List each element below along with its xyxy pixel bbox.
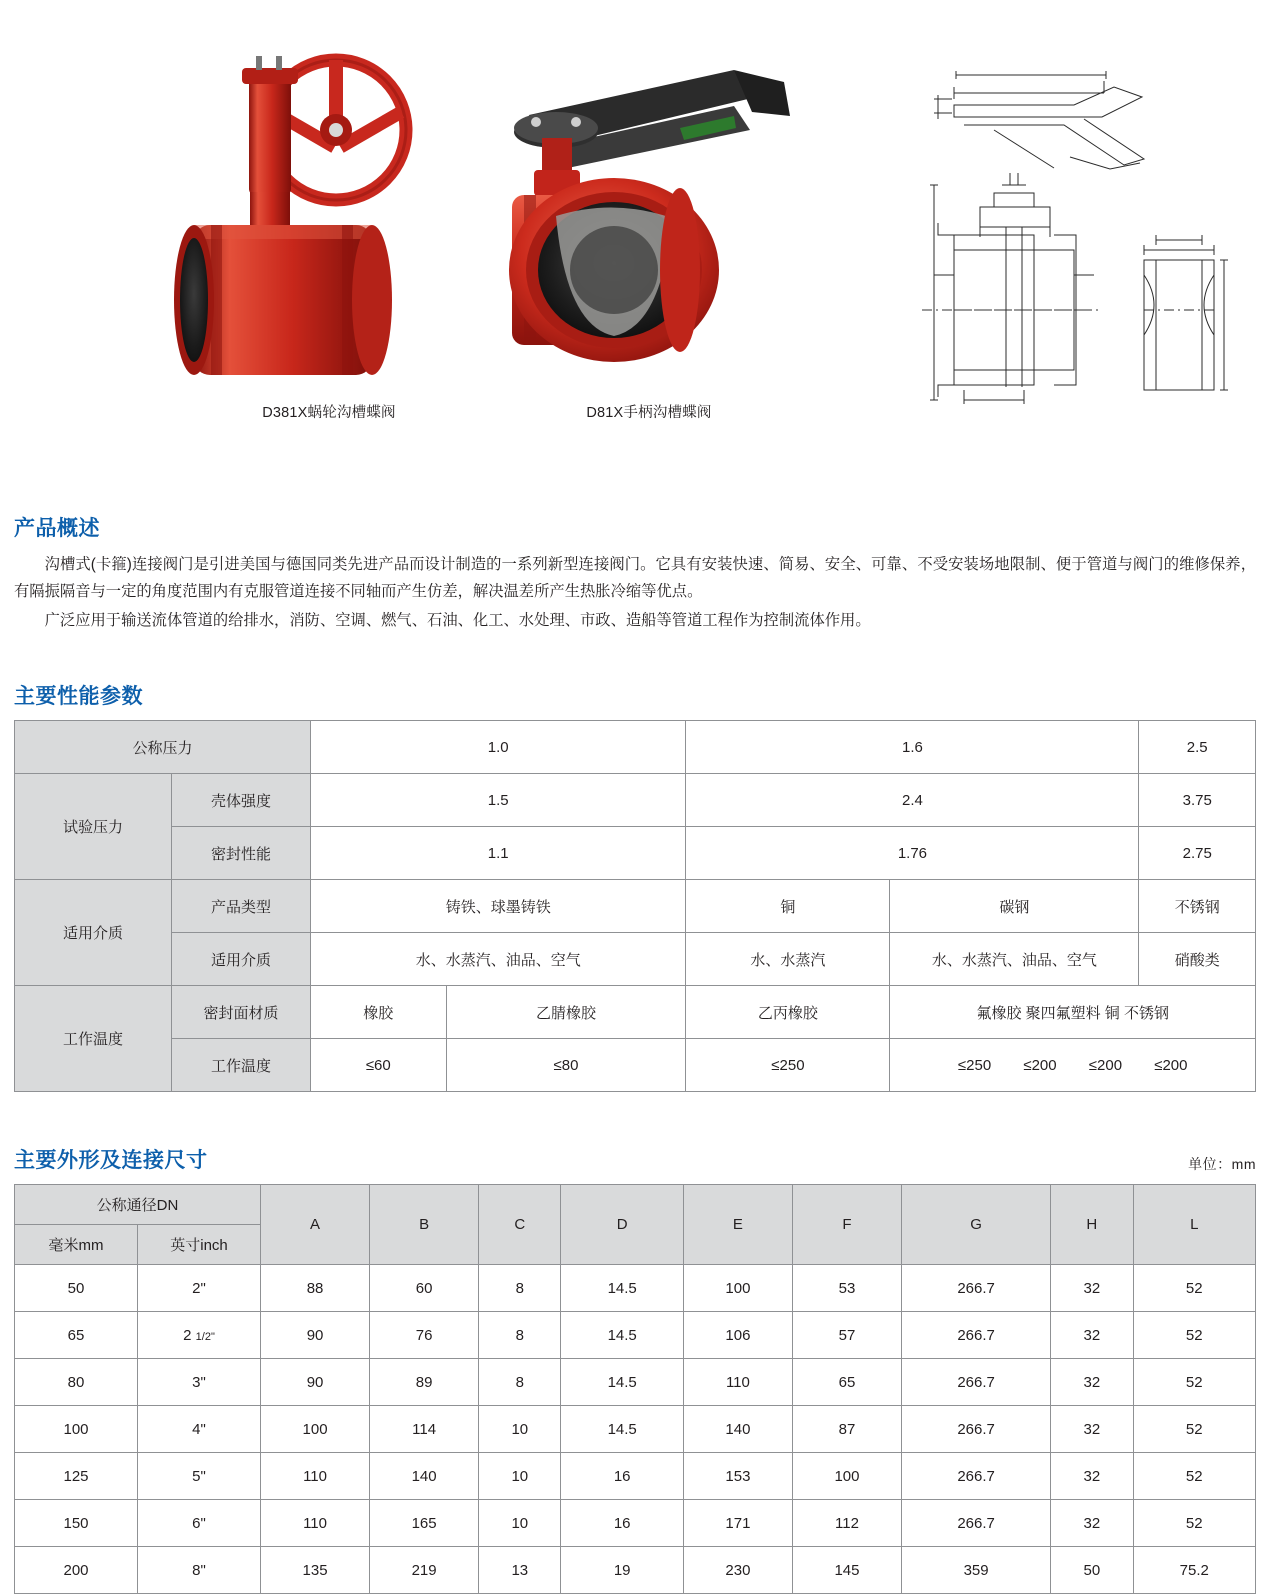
dn-inch: 5": [138, 1453, 261, 1500]
working-temp-multi-4: ≤200: [1154, 1056, 1188, 1074]
nominal-pressure-value-1: 1.0: [311, 721, 686, 774]
col-header-h: H: [1051, 1185, 1133, 1265]
val-h: 32: [1051, 1500, 1133, 1547]
val-d: 16: [561, 1500, 683, 1547]
val-l: 52: [1133, 1406, 1255, 1453]
figure-caption: D81X手柄沟槽蝶阀: [586, 405, 712, 421]
val-f: 112: [792, 1500, 901, 1547]
dimensions-title: 主要外形及连接尺寸: [14, 1149, 208, 1173]
medium-value-1: 水、水蒸汽、油品、空气: [311, 933, 686, 986]
medium-value-3: 水、水蒸汽、油品、空气: [890, 933, 1139, 986]
val-g: 266.7: [902, 1500, 1051, 1547]
table-row: [15, 827, 1256, 880]
dn-inch: 6": [138, 1500, 261, 1547]
dn-mm: 150: [15, 1500, 138, 1547]
col-header-g: G: [902, 1185, 1051, 1265]
shell-strength-value-1: 1.5: [311, 774, 686, 827]
val-a: 110: [261, 1453, 370, 1500]
inch-label: 英寸inch: [138, 1225, 261, 1265]
nominal-pressure-value-3: 2.5: [1139, 721, 1256, 774]
val-a: 90: [261, 1312, 370, 1359]
product-image-row: [14, 0, 1256, 470]
val-h: 32: [1051, 1312, 1133, 1359]
val-e: 140: [683, 1406, 792, 1453]
val-b: 165: [370, 1500, 479, 1547]
working-temp-multi: [890, 1039, 1256, 1092]
val-b: 140: [370, 1453, 479, 1500]
worm-gear-valve-svg: [164, 20, 494, 395]
working-temp-multi-1: ≤250: [957, 1056, 992, 1074]
val-e: 171: [683, 1500, 792, 1547]
table-row: [15, 1453, 1256, 1500]
val-f: 65: [792, 1359, 901, 1406]
product-type-value-3: 碳钢: [890, 880, 1139, 933]
val-h: 32: [1051, 1406, 1133, 1453]
val-a: 110: [261, 1500, 370, 1547]
val-g: 266.7: [902, 1406, 1051, 1453]
handle-valve-svg: [484, 20, 814, 395]
val-d: 19: [561, 1547, 683, 1594]
val-b: 219: [370, 1547, 479, 1594]
col-header-e: E: [683, 1185, 792, 1265]
shell-strength-label: 壳体强度: [172, 774, 311, 827]
table-row: [15, 933, 1256, 986]
val-c: 10: [479, 1406, 561, 1453]
valve-body: [174, 225, 392, 375]
val-f: 145: [792, 1547, 901, 1594]
val-l: 52: [1133, 1500, 1255, 1547]
seal-material-value-3: 乙丙橡胶: [686, 986, 890, 1039]
working-temp-multi-3: ≤200: [1088, 1056, 1123, 1074]
dn-mm: 65: [15, 1312, 138, 1359]
val-b: 60: [370, 1265, 479, 1312]
medium-value-4: 硝酸类: [1139, 933, 1256, 986]
val-l: 52: [1133, 1312, 1255, 1359]
val-c: 8: [479, 1359, 561, 1406]
val-b: 114: [370, 1406, 479, 1453]
dn-label: 公称通径DN: [15, 1185, 261, 1225]
val-f: 100: [792, 1453, 901, 1500]
val-h: 32: [1051, 1453, 1133, 1500]
dn-inch: 2 1/2": [138, 1312, 261, 1359]
col-header-l: L: [1133, 1185, 1255, 1265]
performance-parameters-section: [14, 680, 1256, 1092]
mm-label: 毫米mm: [15, 1225, 138, 1265]
figure-handle-valve: [484, 20, 814, 422]
table-row: [15, 880, 1256, 933]
table-row: [15, 721, 1256, 774]
col-header-d: D: [561, 1185, 683, 1265]
val-f: 57: [792, 1312, 901, 1359]
seal-material-value-4: 氟橡胶 聚四氟塑料 铜 不锈钢: [890, 986, 1256, 1039]
val-e: 100: [683, 1265, 792, 1312]
val-e: 110: [683, 1359, 792, 1406]
table-row: [15, 1039, 1256, 1092]
val-a: 88: [261, 1265, 370, 1312]
table-row: [15, 1547, 1256, 1594]
table-row: [15, 1500, 1256, 1547]
val-c: 8: [479, 1312, 561, 1359]
val-g: 266.7: [902, 1359, 1051, 1406]
nominal-pressure-label: 公称压力: [15, 721, 311, 774]
val-a: 100: [261, 1406, 370, 1453]
val-c: 13: [479, 1547, 561, 1594]
working-temp-value-3: ≤250: [686, 1039, 890, 1092]
dn-inch: 4": [138, 1406, 261, 1453]
val-h: 32: [1051, 1265, 1133, 1312]
product-type-value-2: 铜: [686, 880, 890, 933]
working-temp-row-label: 工作温度: [172, 1039, 311, 1092]
params-title: 主要性能参数: [14, 685, 143, 709]
dn-inch: 2": [138, 1265, 261, 1312]
val-b: 76: [370, 1312, 479, 1359]
seal-material-value-1: 橡胶: [311, 986, 447, 1039]
val-l: 52: [1133, 1265, 1255, 1312]
medium-row-label: 适用介质: [172, 933, 311, 986]
val-d: 16: [561, 1453, 683, 1500]
handle-valve-illustration: [484, 20, 814, 395]
applicable-medium-label: 适用介质: [15, 880, 172, 986]
seal-material-label: 密封面材质: [172, 986, 311, 1039]
seal-performance-label: 密封性能: [172, 827, 311, 880]
product-type-value-4: 不锈钢: [1139, 880, 1256, 933]
val-c: 8: [479, 1265, 561, 1312]
gearbox: [242, 56, 298, 230]
seal-performance-value-1: 1.1: [311, 827, 686, 880]
table-row: [15, 1406, 1256, 1453]
shell-strength-value-2: 2.4: [686, 774, 1139, 827]
col-header-b: B: [370, 1185, 479, 1265]
table-row: [15, 1312, 1256, 1359]
seal-material-value-2: 乙腈橡胶: [446, 986, 686, 1039]
val-d: 14.5: [561, 1359, 683, 1406]
val-h: 50: [1051, 1547, 1133, 1594]
dn-mm: 100: [15, 1406, 138, 1453]
table-row: [15, 986, 1256, 1039]
val-g: 266.7: [902, 1265, 1051, 1312]
col-header-a: A: [261, 1185, 370, 1265]
shell-strength-value-3: 3.75: [1139, 774, 1256, 827]
table-row: [15, 1265, 1256, 1312]
val-g: 266.7: [902, 1312, 1051, 1359]
val-c: 10: [479, 1500, 561, 1547]
val-e: 153: [683, 1453, 792, 1500]
val-c: 10: [479, 1453, 561, 1500]
medium-value-2: 水、水蒸汽: [686, 933, 890, 986]
col-header-c: C: [479, 1185, 561, 1265]
dimensions-unit-note: 单位：mm: [1188, 1156, 1256, 1173]
dimensions-section: [14, 1144, 1256, 1594]
technical-drawing-svg: [894, 35, 1264, 410]
val-e: 230: [683, 1547, 792, 1594]
val-l: 75.2: [1133, 1547, 1255, 1594]
table-header-row: [15, 1185, 1256, 1225]
figure-caption: D381X蜗轮沟槽蝶阀: [262, 405, 396, 421]
val-d: 14.5: [561, 1265, 683, 1312]
worm-gear-valve-illustration: [164, 20, 494, 395]
col-header-f: F: [792, 1185, 901, 1265]
figure-technical-drawing: [894, 35, 1264, 415]
product-type-value-1: 铸铁、球墨铸铁: [311, 880, 686, 933]
val-f: 53: [792, 1265, 901, 1312]
val-d: 14.5: [561, 1312, 683, 1359]
dn-inch: 8": [138, 1547, 261, 1594]
working-temp-value-2: ≤80: [446, 1039, 686, 1092]
dn-mm: 50: [15, 1265, 138, 1312]
dimensions-title-row: [14, 1144, 1256, 1174]
performance-parameters-table: [14, 720, 1256, 1092]
figure-worm-gear-valve: [164, 20, 494, 422]
val-d: 14.5: [561, 1406, 683, 1453]
working-temperature-label: 工作温度: [15, 986, 172, 1092]
val-h: 32: [1051, 1359, 1133, 1406]
dimensions-table-body: [15, 1265, 1256, 1594]
product-type-label: 产品类型: [172, 880, 311, 933]
test-pressure-label: 试验压力: [15, 774, 172, 880]
val-g: 359: [902, 1547, 1051, 1594]
val-l: 52: [1133, 1453, 1255, 1500]
dn-mm: 200: [15, 1547, 138, 1594]
val-f: 87: [792, 1406, 901, 1453]
product-overview-section: [14, 512, 1256, 634]
val-e: 106: [683, 1312, 792, 1359]
nominal-pressure-value-2: 1.6: [686, 721, 1139, 774]
val-l: 52: [1133, 1359, 1255, 1406]
dn-inch: 3": [138, 1359, 261, 1406]
seal-performance-value-3: 2.75: [1139, 827, 1256, 880]
val-b: 89: [370, 1359, 479, 1406]
val-a: 135: [261, 1547, 370, 1594]
working-temp-multi-2: ≤200: [1023, 1056, 1057, 1074]
overview-paragraph-2: 广泛应用于输送流体管道的给排水，消防、空调、燃气、石油、化工、水处理、市政、造船等管道工程作为控制流体作用。: [44, 611, 871, 629]
working-temp-value-1: ≤60: [311, 1039, 447, 1092]
overview-title: 产品概述: [14, 517, 100, 540]
table-row: [15, 774, 1256, 827]
dimensions-table: [14, 1184, 1256, 1594]
dn-mm: 125: [15, 1453, 138, 1500]
val-a: 90: [261, 1359, 370, 1406]
overview-paragraph-1: 沟槽式(卡箍)连接阀门是引进美国与德国同类先进产品而设计制造的一系列新型连接阀门。它具有安装快速、简易、安全、可靠、不受安装场地限制、便于管道与阀门的维修保养，有隔振隔音与一定的角度范围内有克服管道连接不同轴而产生仿差，解决温差所产生热胀冷缩等优点。: [14, 556, 1256, 600]
dn-mm: 80: [15, 1359, 138, 1406]
val-g: 266.7: [902, 1453, 1051, 1500]
seal-performance-value-2: 1.76: [686, 827, 1139, 880]
table-row: [15, 1359, 1256, 1406]
valve-body-2: [509, 178, 719, 362]
